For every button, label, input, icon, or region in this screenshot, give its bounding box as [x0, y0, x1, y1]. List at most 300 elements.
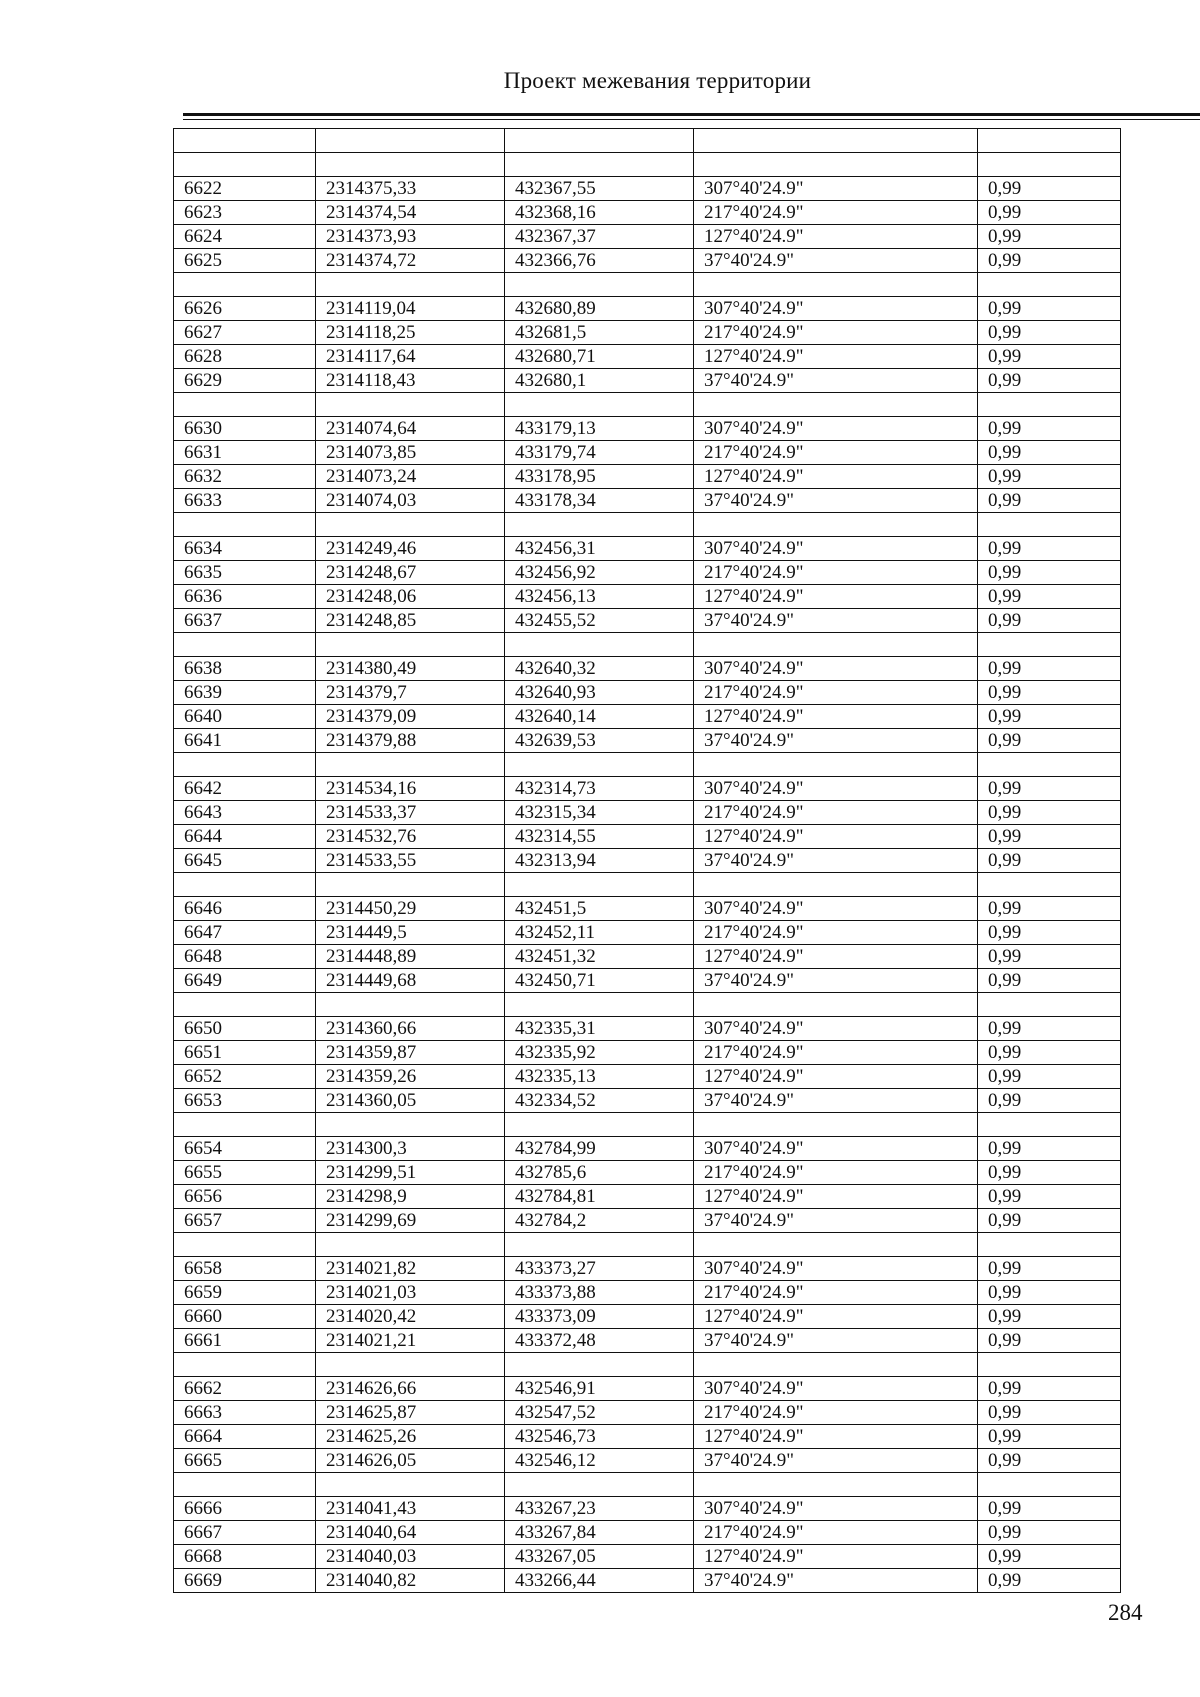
x-coordinate-cell: 2314298,9	[316, 1185, 505, 1209]
x-coordinate-cell: 2314119,04	[316, 297, 505, 321]
point-number-cell: 6639	[174, 681, 316, 705]
table-row	[174, 1305, 1121, 1329]
distance-cell: 0,99	[978, 1089, 1121, 1113]
x-coordinate-cell: 2314448,89	[316, 945, 505, 969]
table-row	[174, 537, 1121, 561]
y-coordinate-cell: 432335,31	[505, 1017, 694, 1041]
distance-cell: 0,99	[978, 321, 1121, 345]
empty-cell	[978, 153, 1121, 177]
bearing-cell: 307°40'24.9"	[694, 1377, 978, 1401]
bearing-cell: 307°40'24.9"	[694, 777, 978, 801]
distance-cell: 0,99	[978, 249, 1121, 273]
table-row	[174, 1065, 1121, 1089]
distance-cell: 0,99	[978, 777, 1121, 801]
bearing-cell: 307°40'24.9"	[694, 537, 978, 561]
distance-cell: 0,99	[978, 921, 1121, 945]
distance-cell: 0,99	[978, 945, 1121, 969]
empty-cell	[174, 1473, 316, 1497]
table-row	[174, 801, 1121, 825]
empty-cell	[505, 129, 694, 153]
table-row	[174, 969, 1121, 993]
table-row	[174, 201, 1121, 225]
point-number-cell: 6669	[174, 1569, 316, 1593]
point-number-cell: 6626	[174, 297, 316, 321]
table-row	[174, 321, 1121, 345]
separator-row	[174, 1473, 1121, 1497]
empty-cell	[316, 1353, 505, 1377]
distance-cell: 0,99	[978, 1401, 1121, 1425]
y-coordinate-cell: 432367,37	[505, 225, 694, 249]
x-coordinate-cell: 2314379,7	[316, 681, 505, 705]
distance-cell: 0,99	[978, 1521, 1121, 1545]
x-coordinate-cell: 2314073,24	[316, 465, 505, 489]
empty-cell	[505, 273, 694, 297]
x-coordinate-cell: 2314117,64	[316, 345, 505, 369]
table-row	[174, 1569, 1121, 1593]
empty-cell	[694, 1353, 978, 1377]
y-coordinate-cell: 432546,91	[505, 1377, 694, 1401]
separator-row	[174, 129, 1121, 153]
x-coordinate-cell: 2314041,43	[316, 1497, 505, 1521]
distance-cell: 0,99	[978, 801, 1121, 825]
x-coordinate-cell: 2314534,16	[316, 777, 505, 801]
table-row	[174, 297, 1121, 321]
distance-cell: 0,99	[978, 225, 1121, 249]
empty-cell	[505, 1473, 694, 1497]
y-coordinate-cell: 433179,13	[505, 417, 694, 441]
table-row	[174, 1401, 1121, 1425]
empty-cell	[316, 633, 505, 657]
x-coordinate-cell: 2314626,66	[316, 1377, 505, 1401]
distance-cell: 0,99	[978, 681, 1121, 705]
x-coordinate-cell: 2314118,25	[316, 321, 505, 345]
distance-cell: 0,99	[978, 1497, 1121, 1521]
y-coordinate-cell: 433178,34	[505, 489, 694, 513]
distance-cell: 0,99	[978, 1065, 1121, 1089]
point-number-cell: 6657	[174, 1209, 316, 1233]
x-coordinate-cell: 2314380,49	[316, 657, 505, 681]
table-row	[174, 489, 1121, 513]
bearing-cell: 217°40'24.9"	[694, 561, 978, 585]
empty-cell	[978, 1113, 1121, 1137]
bearing-cell: 37°40'24.9"	[694, 1449, 978, 1473]
point-number-cell: 6635	[174, 561, 316, 585]
y-coordinate-cell: 432784,81	[505, 1185, 694, 1209]
table-row	[174, 465, 1121, 489]
distance-cell: 0,99	[978, 369, 1121, 393]
x-coordinate-cell: 2314379,09	[316, 705, 505, 729]
point-number-cell: 6656	[174, 1185, 316, 1209]
y-coordinate-cell: 432680,71	[505, 345, 694, 369]
point-number-cell: 6651	[174, 1041, 316, 1065]
y-coordinate-cell: 432456,31	[505, 537, 694, 561]
bearing-cell: 307°40'24.9"	[694, 297, 978, 321]
coordinates-table-body	[174, 129, 1121, 1593]
empty-cell	[174, 873, 316, 897]
empty-cell	[978, 993, 1121, 1017]
x-coordinate-cell: 2314626,05	[316, 1449, 505, 1473]
empty-cell	[978, 1473, 1121, 1497]
empty-cell	[978, 633, 1121, 657]
x-coordinate-cell: 2314533,37	[316, 801, 505, 825]
empty-cell	[505, 633, 694, 657]
point-number-cell: 6627	[174, 321, 316, 345]
bearing-cell: 307°40'24.9"	[694, 417, 978, 441]
distance-cell: 0,99	[978, 1017, 1121, 1041]
table-row	[174, 897, 1121, 921]
point-number-cell: 6638	[174, 657, 316, 681]
empty-cell	[316, 153, 505, 177]
point-number-cell: 6630	[174, 417, 316, 441]
bearing-cell: 217°40'24.9"	[694, 1161, 978, 1185]
x-coordinate-cell: 2314449,68	[316, 969, 505, 993]
bearing-cell: 37°40'24.9"	[694, 609, 978, 633]
separator-row	[174, 1233, 1121, 1257]
empty-cell	[316, 993, 505, 1017]
empty-cell	[174, 1113, 316, 1137]
y-coordinate-cell: 432367,55	[505, 177, 694, 201]
x-coordinate-cell: 2314073,85	[316, 441, 505, 465]
empty-cell	[694, 273, 978, 297]
bearing-cell: 37°40'24.9"	[694, 1329, 978, 1353]
y-coordinate-cell: 432784,99	[505, 1137, 694, 1161]
distance-cell: 0,99	[978, 657, 1121, 681]
empty-cell	[694, 873, 978, 897]
point-number-cell: 6659	[174, 1281, 316, 1305]
x-coordinate-cell: 2314375,33	[316, 177, 505, 201]
bearing-cell: 127°40'24.9"	[694, 465, 978, 489]
empty-cell	[174, 153, 316, 177]
distance-cell: 0,99	[978, 1041, 1121, 1065]
x-coordinate-cell: 2314374,54	[316, 201, 505, 225]
bearing-cell: 217°40'24.9"	[694, 1401, 978, 1425]
bearing-cell: 307°40'24.9"	[694, 657, 978, 681]
table-row	[174, 585, 1121, 609]
separator-row	[174, 273, 1121, 297]
y-coordinate-cell: 433179,74	[505, 441, 694, 465]
empty-cell	[174, 393, 316, 417]
empty-cell	[978, 1353, 1121, 1377]
point-number-cell: 6652	[174, 1065, 316, 1089]
x-coordinate-cell: 2314533,55	[316, 849, 505, 873]
empty-cell	[978, 273, 1121, 297]
point-number-cell: 6665	[174, 1449, 316, 1473]
distance-cell: 0,99	[978, 297, 1121, 321]
y-coordinate-cell: 432368,16	[505, 201, 694, 225]
table-row	[174, 825, 1121, 849]
point-number-cell: 6661	[174, 1329, 316, 1353]
y-coordinate-cell: 433267,23	[505, 1497, 694, 1521]
y-coordinate-cell: 433267,05	[505, 1545, 694, 1569]
x-coordinate-cell: 2314021,82	[316, 1257, 505, 1281]
empty-cell	[694, 513, 978, 537]
y-coordinate-cell: 433372,48	[505, 1329, 694, 1353]
y-coordinate-cell: 432452,11	[505, 921, 694, 945]
table-row	[174, 705, 1121, 729]
table-row	[174, 249, 1121, 273]
empty-cell	[978, 1233, 1121, 1257]
page-number: 284	[1108, 1600, 1143, 1625]
point-number-cell: 6653	[174, 1089, 316, 1113]
empty-cell	[694, 129, 978, 153]
y-coordinate-cell: 432639,53	[505, 729, 694, 753]
bearing-cell: 217°40'24.9"	[694, 801, 978, 825]
empty-cell	[505, 1353, 694, 1377]
y-coordinate-cell: 432335,92	[505, 1041, 694, 1065]
y-coordinate-cell: 432640,14	[505, 705, 694, 729]
bearing-cell: 37°40'24.9"	[694, 369, 978, 393]
table-row	[174, 1329, 1121, 1353]
y-coordinate-cell: 432640,93	[505, 681, 694, 705]
bearing-cell: 307°40'24.9"	[694, 1257, 978, 1281]
bearing-cell: 127°40'24.9"	[694, 1065, 978, 1089]
y-coordinate-cell: 432546,12	[505, 1449, 694, 1473]
distance-cell: 0,99	[978, 465, 1121, 489]
empty-cell	[316, 513, 505, 537]
empty-cell	[694, 153, 978, 177]
bearing-cell: 307°40'24.9"	[694, 177, 978, 201]
x-coordinate-cell: 2314450,29	[316, 897, 505, 921]
x-coordinate-cell: 2314021,21	[316, 1329, 505, 1353]
empty-cell	[174, 993, 316, 1017]
distance-cell: 0,99	[978, 1449, 1121, 1473]
empty-cell	[978, 873, 1121, 897]
bearing-cell: 307°40'24.9"	[694, 1497, 978, 1521]
table-row	[174, 177, 1121, 201]
empty-cell	[978, 129, 1121, 153]
table-row	[174, 729, 1121, 753]
point-number-cell: 6655	[174, 1161, 316, 1185]
bearing-cell: 127°40'24.9"	[694, 585, 978, 609]
point-number-cell: 6622	[174, 177, 316, 201]
bearing-cell: 127°40'24.9"	[694, 1425, 978, 1449]
bearing-cell: 127°40'24.9"	[694, 225, 978, 249]
point-number-cell: 6642	[174, 777, 316, 801]
point-number-cell: 6668	[174, 1545, 316, 1569]
table-row	[174, 1545, 1121, 1569]
empty-cell	[505, 153, 694, 177]
empty-cell	[694, 753, 978, 777]
table-row	[174, 561, 1121, 585]
bearing-cell: 217°40'24.9"	[694, 201, 978, 225]
x-coordinate-cell: 2314379,88	[316, 729, 505, 753]
y-coordinate-cell: 433373,88	[505, 1281, 694, 1305]
empty-cell	[316, 273, 505, 297]
table-row	[174, 1185, 1121, 1209]
x-coordinate-cell: 2314359,87	[316, 1041, 505, 1065]
table-row	[174, 657, 1121, 681]
bearing-cell: 127°40'24.9"	[694, 1185, 978, 1209]
empty-cell	[694, 1113, 978, 1137]
empty-cell	[694, 633, 978, 657]
x-coordinate-cell: 2314300,3	[316, 1137, 505, 1161]
point-number-cell: 6667	[174, 1521, 316, 1545]
table-row	[174, 945, 1121, 969]
table-row	[174, 777, 1121, 801]
bearing-cell: 37°40'24.9"	[694, 969, 978, 993]
y-coordinate-cell: 432314,55	[505, 825, 694, 849]
x-coordinate-cell: 2314625,26	[316, 1425, 505, 1449]
bearing-cell: 37°40'24.9"	[694, 1209, 978, 1233]
x-coordinate-cell: 2314449,5	[316, 921, 505, 945]
distance-cell: 0,99	[978, 1377, 1121, 1401]
x-coordinate-cell: 2314299,69	[316, 1209, 505, 1233]
empty-cell	[316, 1233, 505, 1257]
empty-cell	[978, 513, 1121, 537]
x-coordinate-cell: 2314248,06	[316, 585, 505, 609]
empty-cell	[316, 129, 505, 153]
y-coordinate-cell: 432314,73	[505, 777, 694, 801]
y-coordinate-cell: 432366,76	[505, 249, 694, 273]
distance-cell: 0,99	[978, 1305, 1121, 1329]
x-coordinate-cell: 2314299,51	[316, 1161, 505, 1185]
bearing-cell: 37°40'24.9"	[694, 489, 978, 513]
y-coordinate-cell: 432680,1	[505, 369, 694, 393]
point-number-cell: 6623	[174, 201, 316, 225]
point-number-cell: 6643	[174, 801, 316, 825]
y-coordinate-cell: 432455,52	[505, 609, 694, 633]
distance-cell: 0,99	[978, 825, 1121, 849]
empty-cell	[316, 873, 505, 897]
bearing-cell: 127°40'24.9"	[694, 825, 978, 849]
y-coordinate-cell: 433373,09	[505, 1305, 694, 1329]
distance-cell: 0,99	[978, 1569, 1121, 1593]
x-coordinate-cell: 2314040,64	[316, 1521, 505, 1545]
point-number-cell: 6649	[174, 969, 316, 993]
bearing-cell: 127°40'24.9"	[694, 1545, 978, 1569]
table-row	[174, 441, 1121, 465]
empty-cell	[316, 393, 505, 417]
x-coordinate-cell: 2314625,87	[316, 1401, 505, 1425]
bearing-cell: 307°40'24.9"	[694, 1017, 978, 1041]
table-row	[174, 1281, 1121, 1305]
point-number-cell: 6634	[174, 537, 316, 561]
bearing-cell: 37°40'24.9"	[694, 1089, 978, 1113]
distance-cell: 0,99	[978, 897, 1121, 921]
distance-cell: 0,99	[978, 1137, 1121, 1161]
y-coordinate-cell: 432785,6	[505, 1161, 694, 1185]
y-coordinate-cell: 433267,84	[505, 1521, 694, 1545]
empty-cell	[694, 993, 978, 1017]
y-coordinate-cell: 432784,2	[505, 1209, 694, 1233]
empty-cell	[505, 873, 694, 897]
separator-row	[174, 993, 1121, 1017]
distance-cell: 0,99	[978, 177, 1121, 201]
y-coordinate-cell: 432640,32	[505, 657, 694, 681]
x-coordinate-cell: 2314040,82	[316, 1569, 505, 1593]
point-number-cell: 6637	[174, 609, 316, 633]
point-number-cell: 6644	[174, 825, 316, 849]
point-number-cell: 6662	[174, 1377, 316, 1401]
bearing-cell: 37°40'24.9"	[694, 729, 978, 753]
bearing-cell: 217°40'24.9"	[694, 1041, 978, 1065]
distance-cell: 0,99	[978, 441, 1121, 465]
table-row	[174, 417, 1121, 441]
distance-cell: 0,99	[978, 417, 1121, 441]
y-coordinate-cell: 432335,13	[505, 1065, 694, 1089]
point-number-cell: 6645	[174, 849, 316, 873]
distance-cell: 0,99	[978, 1257, 1121, 1281]
point-number-cell: 6636	[174, 585, 316, 609]
point-number-cell: 6625	[174, 249, 316, 273]
separator-row	[174, 753, 1121, 777]
distance-cell: 0,99	[978, 1185, 1121, 1209]
table-row	[174, 345, 1121, 369]
bearing-cell: 217°40'24.9"	[694, 321, 978, 345]
bearing-cell: 127°40'24.9"	[694, 1305, 978, 1329]
x-coordinate-cell: 2314040,03	[316, 1545, 505, 1569]
bearing-cell: 37°40'24.9"	[694, 1569, 978, 1593]
y-coordinate-cell: 432547,52	[505, 1401, 694, 1425]
bearing-cell: 127°40'24.9"	[694, 705, 978, 729]
bearing-cell: 217°40'24.9"	[694, 1521, 978, 1545]
bearing-cell: 217°40'24.9"	[694, 681, 978, 705]
x-coordinate-cell: 2314249,46	[316, 537, 505, 561]
y-coordinate-cell: 433266,44	[505, 1569, 694, 1593]
point-number-cell: 6648	[174, 945, 316, 969]
x-coordinate-cell: 2314248,67	[316, 561, 505, 585]
distance-cell: 0,99	[978, 537, 1121, 561]
bearing-cell: 217°40'24.9"	[694, 441, 978, 465]
table-row	[174, 609, 1121, 633]
y-coordinate-cell: 432681,5	[505, 321, 694, 345]
table-row	[174, 1521, 1121, 1545]
separator-row	[174, 513, 1121, 537]
point-number-cell: 6640	[174, 705, 316, 729]
distance-cell: 0,99	[978, 1161, 1121, 1185]
bearing-cell: 217°40'24.9"	[694, 921, 978, 945]
table-row	[174, 1449, 1121, 1473]
empty-cell	[174, 513, 316, 537]
empty-cell	[978, 393, 1121, 417]
point-number-cell: 6633	[174, 489, 316, 513]
empty-cell	[505, 753, 694, 777]
table-row	[174, 1257, 1121, 1281]
distance-cell: 0,99	[978, 609, 1121, 633]
x-coordinate-cell: 2314374,72	[316, 249, 505, 273]
x-coordinate-cell: 2314118,43	[316, 369, 505, 393]
y-coordinate-cell: 432313,94	[505, 849, 694, 873]
distance-cell: 0,99	[978, 345, 1121, 369]
empty-cell	[316, 753, 505, 777]
empty-cell	[316, 1113, 505, 1137]
y-coordinate-cell: 433178,95	[505, 465, 694, 489]
header-rule-thin	[183, 119, 1200, 120]
x-coordinate-cell: 2314074,64	[316, 417, 505, 441]
table-row	[174, 225, 1121, 249]
bearing-cell: 37°40'24.9"	[694, 849, 978, 873]
point-number-cell: 6660	[174, 1305, 316, 1329]
empty-cell	[174, 1233, 316, 1257]
y-coordinate-cell: 432315,34	[505, 801, 694, 825]
x-coordinate-cell: 2314373,93	[316, 225, 505, 249]
point-number-cell: 6647	[174, 921, 316, 945]
separator-row	[174, 153, 1121, 177]
point-number-cell: 6628	[174, 345, 316, 369]
empty-cell	[316, 1473, 505, 1497]
x-coordinate-cell: 2314074,03	[316, 489, 505, 513]
bearing-cell: 217°40'24.9"	[694, 1281, 978, 1305]
separator-row	[174, 633, 1121, 657]
empty-cell	[174, 633, 316, 657]
table-row	[174, 369, 1121, 393]
distance-cell: 0,99	[978, 1281, 1121, 1305]
separator-row	[174, 1353, 1121, 1377]
empty-cell	[694, 1233, 978, 1257]
y-coordinate-cell: 432456,92	[505, 561, 694, 585]
distance-cell: 0,99	[978, 489, 1121, 513]
y-coordinate-cell: 432546,73	[505, 1425, 694, 1449]
